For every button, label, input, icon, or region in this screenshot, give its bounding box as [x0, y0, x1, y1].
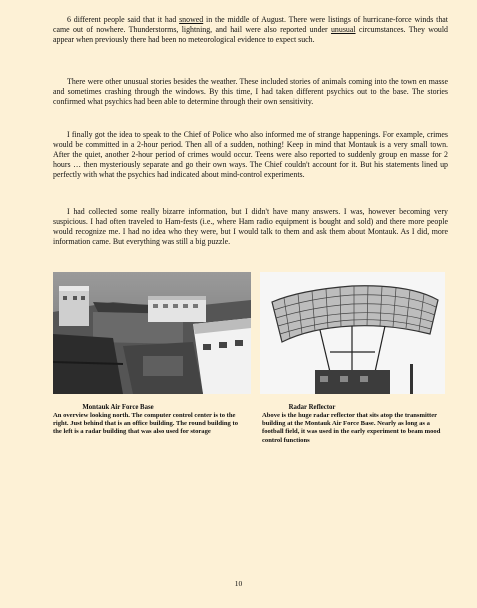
page-number: 10 — [234, 579, 243, 588]
paragraph-1-text-a: 6 different people said that it had — [67, 15, 180, 24]
left-caption-body: An overview looking north. The computer control center is to the right. Just behind that is an office building. The round building to the left is a radar building that was also used for storage — [53, 412, 238, 436]
underlined-word-unusual: unusual — [330, 25, 356, 35]
paragraph-3 — [53, 130, 448, 180]
underlined-word-snowed: snowed — [179, 15, 204, 24]
right-caption-title: Radar Reflector — [288, 404, 336, 411]
radar-reflector-image — [260, 272, 445, 394]
paragraph-1-text-c: circumstances. They would appear when previously there had been no meteorological evidence to expect such. — [53, 25, 448, 45]
right-caption-body: Above is the huge radar reflector that sits atop the transmitter building at the Montauk Air Force Base. Nearly as long as a football field, it was used in the early experiment to beam mood control functions — [262, 412, 441, 444]
paragraph-2-text: There were other unusual stories besides the weather. These included stories of animals coming into the town en masse and sometimes crashing through the windows. By this time, I had taken different psychics out to the base. The stories confirmed what psychics had been able to determine through their own sensitivity. — [53, 77, 448, 107]
paragraph-1-text-b: in the middle of August. There were listings of hurricane-force winds that came out of nowhere. Thunderstorms, lightning, and hail were also reported under — [53, 15, 448, 35]
radar-reflector-photo — [260, 272, 445, 394]
paragraph-2 — [53, 77, 448, 107]
paragraph-4 — [53, 207, 448, 247]
paragraph-4-text: I had collected some really bizarre information, but I didn't have many answers. I was, however becoming very suspicious. I had often traveled to Ham-fests (i.e., where Ham radio equipment is bought and sold) and there more people would recognize me. I had no idea who they were, but I would talk to them and ask them about Montauk. As I did, more information came. But everything was still a big puzzle. — [53, 207, 448, 247]
paragraph-3-text: I finally got the idea to speak to the Chief of Police who also informed me of strange happenings. For example, crimes would be committed in a 2-hour period. Then all of a sudden, nothing! Keep in mind that Montauk is a very small town. After the quiet, another 2-hour period of crimes would occur. Teens were also reported to suddenly group en masse for 2 hours … then mysteriously separate and go their own ways. The Chief couldn't account for it. But his statements lined up perfectly with what the psychics had indicated about mind-control experiments. — [53, 130, 448, 180]
air-force-base-image — [53, 272, 251, 394]
left-caption-title: Montauk Air Force Base — [82, 404, 154, 411]
air-force-base-photo — [53, 272, 251, 394]
paragraph-1 — [53, 15, 448, 45]
